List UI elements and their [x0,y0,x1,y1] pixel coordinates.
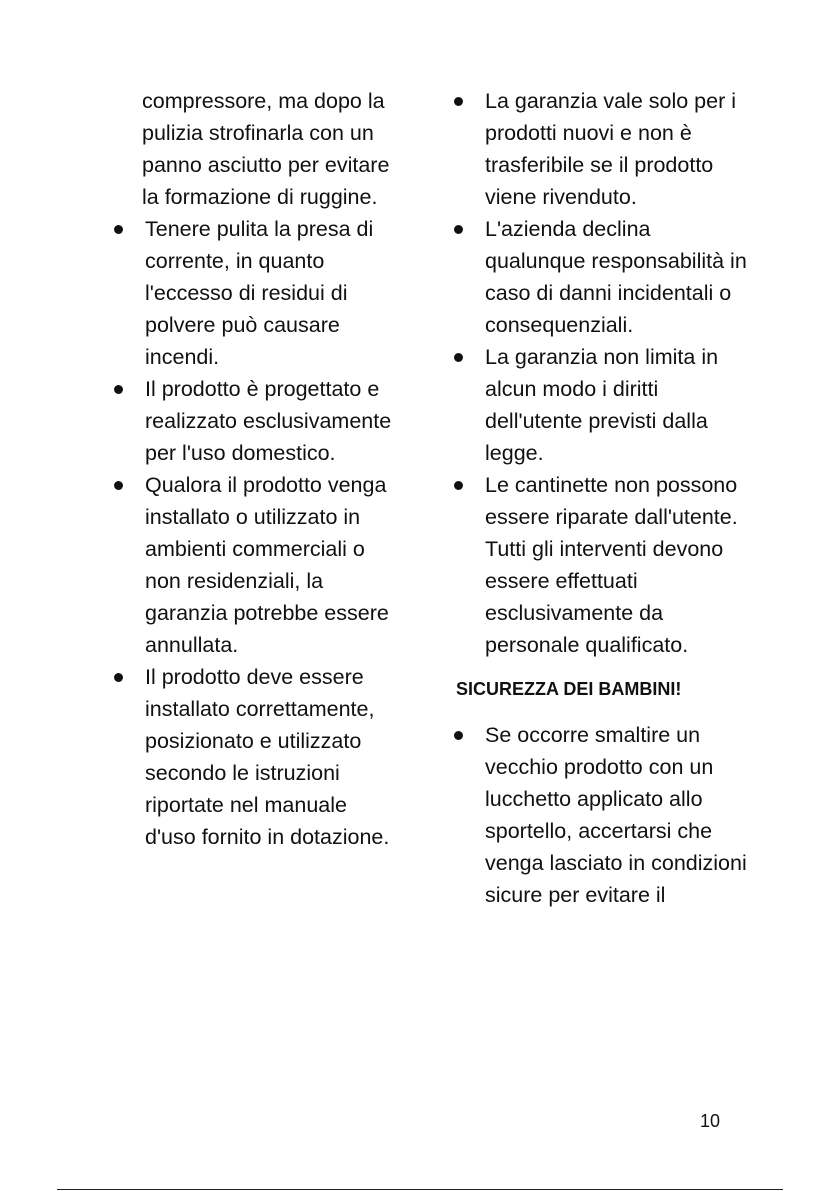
bullet-icon [114,481,123,490]
bullet-item [450,719,750,911]
bullet-text: Se occorre smaltire un vecchio prodotto con un lucchetto applicato allo sportello, accertarsi che venga lasciato in condizioni sicure per evitare il [485,723,747,907]
bullet-item [110,469,395,661]
bullet-text: La garanzia non limita in alcun modo i diritti dell'utente previsti dalla legge. [485,345,719,465]
continued-paragraph: compressore, ma dopo la pulizia strofinarla con un panno asciutto per evitare la formazione di ruggine. [142,89,390,209]
bullet-item [450,213,750,341]
bullet-icon [454,97,463,106]
bullet-item [450,469,750,661]
bullet-text: La garanzia vale solo per i prodotti nuovi e non è trasferibile se il prodotto viene rivenduto. [485,89,736,209]
bullet-text: Le cantinette non possono essere riparate dall'utente. Tutti gli interventi devono essere effettuati esclusivamente da personale qualificato. [485,473,738,657]
page-number: 10 [700,1111,721,1131]
bullet-icon [454,731,463,740]
bullet-item [450,341,750,469]
left-column [110,85,395,853]
right-column [450,85,750,911]
footer-divider [57,1189,783,1190]
bullet-icon [454,225,463,234]
bullet-item [110,661,395,853]
bullet-item [110,373,395,469]
bullet-icon [114,225,123,234]
bullet-icon [114,673,123,682]
bullet-text: Il prodotto deve essere installato correttamente, posizionato e utilizzato secondo le istruzioni riportate nel manuale d'uso fornito in dotazione. [145,665,390,849]
section-heading: SICUREZZA DEI BAMBINI! [456,679,682,699]
bullet-item [110,213,395,373]
bullet-icon [114,385,123,394]
bullet-text: Qualora il prodotto venga installato o utilizzato in ambienti commerciali o non residenziali, la garanzia potrebbe essere annullata. [145,473,389,657]
bullet-icon [454,353,463,362]
bullet-icon [454,481,463,490]
bullet-text: Tenere pulita la presa di corrente, in quanto l'eccesso di residui di polvere può causare incendi. [145,217,374,369]
bullet-item [450,85,750,213]
bullet-text: L'azienda declina qualunque responsabilità in caso di danni incidentali o consequenziali. [485,217,747,337]
bullet-text: Il prodotto è progettato e realizzato esclusivamente per l'uso domestico. [145,377,392,465]
